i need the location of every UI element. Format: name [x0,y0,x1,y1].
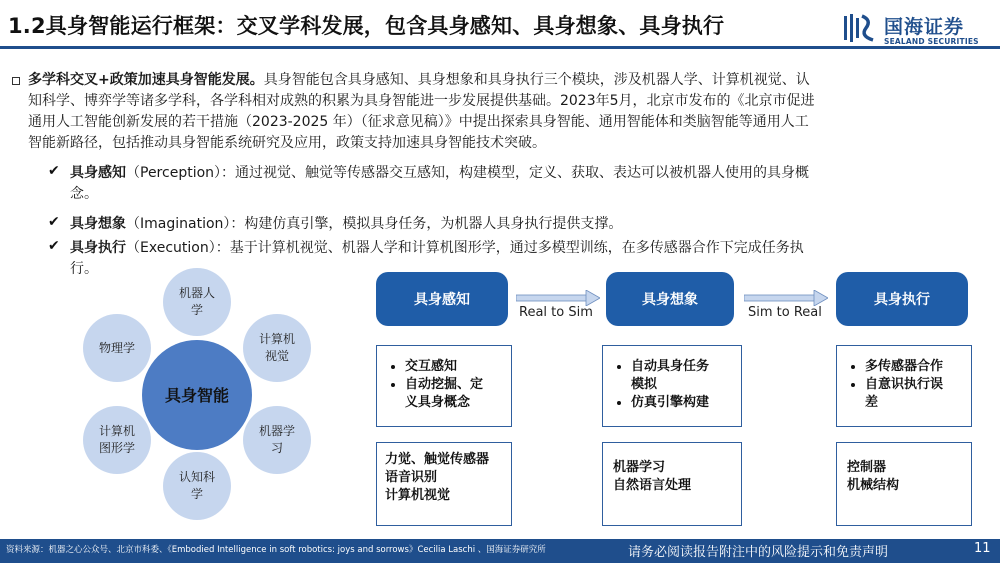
check-item-imagination: 具身想象（Imagination）：构建仿真引擎，模拟具身任务，为机器人具身执行提供支撑。 [70,216,623,232]
info-box-imagination-tasks [602,345,742,427]
intro-line-4: 智能新路径，包括推动具身智能系统研究及应用，政策支持加速具身智能技术突破。 [28,135,546,151]
list-item: • 自动具身任务 模拟 [631,358,735,394]
intro-line-3: 通用人工智能创新发展的若干措施（2023-2025 年）（征求意见稿）》中提出探索具身智能、通用智能体和类脑智能等通用人工 [28,114,809,130]
arrow-label-sim-to-real: Sim to Real [748,305,822,320]
logo-english-name: SEALAND SECURITIES [884,37,979,46]
page-number: 11 [974,541,991,556]
circle-robotics: 机器人 学 [163,268,231,336]
circle-machine-learning: 机器学 习 [243,406,311,474]
footer-disclaimer: 请务必阅读报告附注中的风险提示和免责声明 [628,545,889,560]
list-item: • 自动挖掘、定 义具身概念 [405,376,505,412]
flow-box-imagination: 具身想象 [606,272,734,326]
info-box-perception-tasks [376,345,512,427]
sealand-logo-icon [842,12,876,44]
logo-chinese-name: 国海证券 [884,16,965,38]
right-arrow-icon [744,290,828,306]
page-title: 1.2具身智能运行框架：交叉学科发展，包含具身感知、具身想象、具身执行 [8,14,725,38]
check-item-perception: 具身感知（Perception）：通过视觉、触觉等传感器交互感知，构建模型，定义、获取、表达可以被机器人使用的具身概 念。 [70,165,810,202]
list-item: • 多传感器合作 [865,358,965,376]
intro-line-1: 多学科交叉+政策加速具身智能发展。具身智能包含具身感知、具身想象和具身执行三个模块，涉及机器人学、计算机视觉、认 [28,72,810,88]
intro-paragraph [28,70,988,154]
list-item: • 仿真引擎构建 [631,394,735,412]
flow-box-execution: 具身执行 [836,272,968,326]
info-box-execution-tasks [836,345,972,427]
circle-cognitive-science: 认知科 学 [163,452,231,520]
right-arrow-icon [516,290,600,306]
info-box-execution-tech: 控制器 机械结构 [836,442,972,526]
list-item: • 自意识执行误 差 [865,376,965,412]
check-icon: ✔ [48,163,60,179]
check-icon: ✔ [48,214,60,230]
circle-physics: 物理学 [83,314,151,382]
footer-source: 资料来源：机器之心公众号、北京市科委、《Embodied Intelligence in soft robotics: joys and sorrows》Cecilia Laschi 、国海证券研究所 [6,545,546,555]
intro-line-2: 知科学、博弈学等诸多学科，各学科相对成熟的积累为具身智能进一步发展提供基础。2023年5月，北京市发布的《北京市促进 [28,93,815,109]
check-icon: ✔ [48,238,60,254]
flow-box-perception: 具身感知 [376,272,508,326]
circle-embodied-ai-center: 具身智能 [142,340,252,450]
circle-computer-graphics: 计算机 图形学 [83,406,151,474]
arrow-label-real-to-sim: Real to Sim [519,305,593,320]
square-bullet-icon [12,77,20,85]
info-box-perception-tech: 力觉、触觉传感器 语音识别 计算机视觉 [376,442,512,526]
circle-computer-vision: 计算机 视觉 [243,314,311,382]
title-divider [0,46,1000,49]
info-box-imagination-tech: 机器学习 自然语言处理 [602,442,742,526]
check-item-execution: 具身执行（Execution）：基于计算机视觉、机器人学和计算机图形学，通过多模型训练，在多传感器合作下完成任务执 行。 [70,240,804,277]
intro-headline: 多学科交叉+政策加速具身智能发展。 [28,72,264,88]
list-item: • 交互感知 [405,358,505,376]
